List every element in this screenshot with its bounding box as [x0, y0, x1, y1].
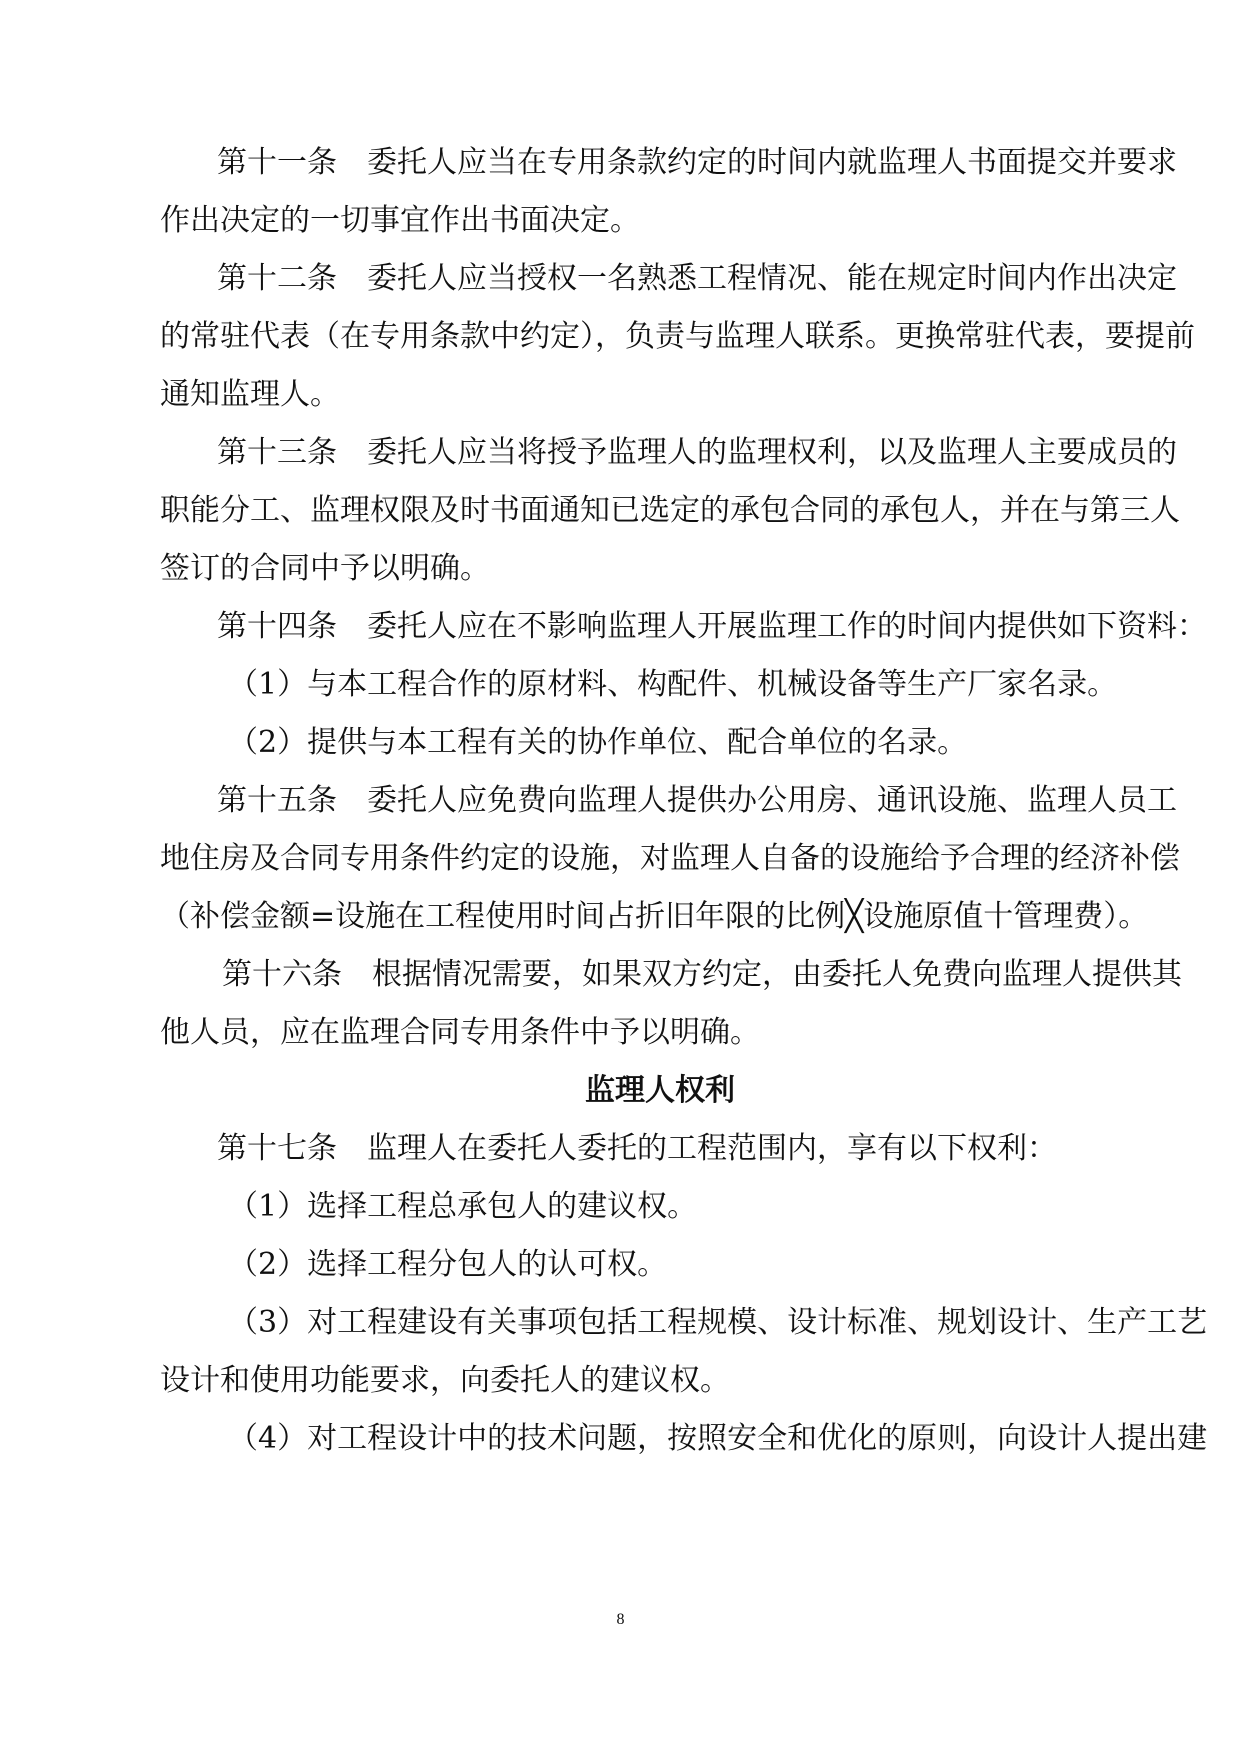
article-16-line-1: 第十六条 根据情况需要，如果双方约定，由委托人免费向监理人提供其 — [222, 957, 1182, 992]
article-17-line-1: 第十七条 监理人在委托人委托的工程范围内，享有以下权利： — [217, 1131, 1057, 1166]
article-14-item-1: （1）与本工程合作的原材料、构配件、机械设备等生产厂家名录。 — [228, 667, 1118, 702]
article-14-item-2: （2）提供与本工程有关的协作单位、配合单位的名录。 — [228, 725, 968, 760]
page-number: 8 — [616, 1611, 625, 1628]
right-item-1: （1）选择工程总承包人的建议权。 — [228, 1189, 698, 1224]
article-13-line-3: 签订的合同中予以明确。 — [160, 551, 490, 586]
article-16-line-2: 他人员，应在监理合同专用条件中予以明确。 — [160, 1015, 760, 1050]
article-14-line-1: 第十四条 委托人应在不影响监理人开展监理工作的时间内提供如下资料： — [217, 609, 1207, 644]
article-15-line-3: （补偿金额=设施在工程使用时间占折旧年限的比例╳设施原值十管理费）。 — [160, 899, 1149, 934]
article-11-line-2: 作出决定的一切事宜作出书面决定。 — [160, 203, 640, 238]
article-12-line-1: 第十二条 委托人应当授权一名熟悉工程情况、能在规定时间内作出决定 — [217, 261, 1177, 296]
article-11-line-1: 第十一条 委托人应当在专用条款约定的时间内就监理人书面提交并要求 — [217, 145, 1177, 180]
article-15-line-1: 第十五条 委托人应免费向监理人提供办公用房、通讯设施、监理人员工 — [217, 783, 1177, 818]
article-12-line-2: 的常驻代表（在专用条款中约定），负责与监理人联系。更换常驻代表，要提前 — [160, 319, 1195, 354]
right-item-3-line-1: （3）对工程建设有关事项包括工程规模、设计标准、规划设计、生产工艺 — [228, 1305, 1208, 1340]
right-item-2: （2）选择工程分包人的认可权。 — [228, 1247, 668, 1282]
right-item-4-line-1: （4）对工程设计中的技术问题，按照安全和优化的原则，向设计人提出建 — [228, 1421, 1208, 1456]
right-item-3-line-2: 设计和使用功能要求，向委托人的建议权。 — [160, 1363, 730, 1398]
section-heading: 监理人权利 — [585, 1073, 735, 1108]
article-12-line-3: 通知监理人。 — [160, 377, 340, 412]
article-13-line-2: 职能分工、监理权限及时书面通知已选定的承包合同的承包人，并在与第三人 — [160, 493, 1180, 528]
article-13-line-1: 第十三条 委托人应当将授予监理人的监理权利，以及监理人主要成员的 — [217, 435, 1177, 470]
article-15-line-2: 地住房及合同专用条件约定的设施，对监理人自备的设施给予合理的经济补偿 — [160, 841, 1180, 876]
